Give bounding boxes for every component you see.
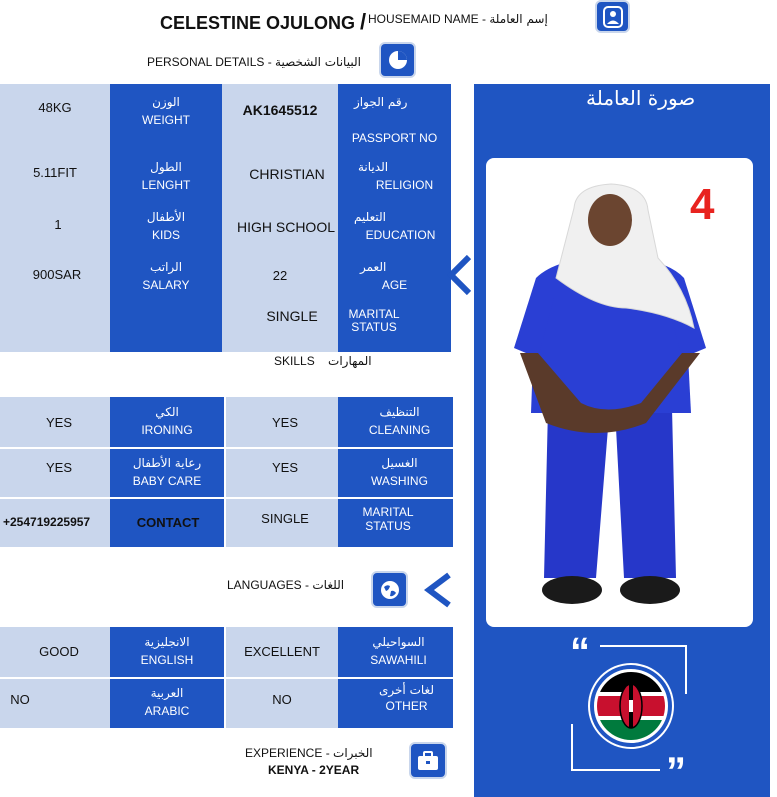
babycare-value: YES [45, 459, 72, 475]
quote-open: “ [570, 630, 590, 674]
arabic-label [110, 685, 224, 719]
user-icon [595, 0, 630, 33]
swahili-label-ar: السواحيلي [372, 635, 425, 649]
name-field-label [368, 12, 548, 26]
babycare-label-en: BABY CARE [132, 474, 202, 489]
kids-label [110, 209, 222, 243]
experience-value: KENYA - 2YEAR [268, 763, 360, 777]
kids-value: 1 [54, 216, 62, 232]
slash-text: / [360, 9, 367, 34]
cleaning-label-ar: التنظيف [379, 405, 420, 419]
salary-label [110, 259, 222, 293]
contact-label: CONTACT [136, 514, 200, 530]
quote-close: ” [666, 750, 686, 794]
kids-label-ar: الأطفال [146, 210, 186, 224]
skills-marital-value: SINGLE [261, 510, 309, 526]
skills-row-divider-1b [110, 447, 453, 449]
chevron-left-icon-2 [423, 572, 453, 608]
passport-label-en: PASSPORT NO [351, 131, 438, 146]
briefcase-icon [409, 742, 447, 779]
religion-label-en: RELIGION [375, 178, 434, 193]
swahili-value: EXCELLENT [244, 643, 320, 659]
skills-marital-label: MARITAL STATUS [362, 505, 414, 534]
other-label-en: OTHER [385, 699, 428, 714]
cleaning-label [342, 404, 457, 438]
skills-ar: المهارات [328, 354, 372, 368]
english-label-ar: الانجليزية [144, 635, 190, 649]
swahili-label-en: SAWAHILI [370, 653, 427, 668]
skills-row-divider-2b [110, 497, 453, 499]
education-label-en: EDUCATION [365, 228, 436, 243]
education-label [338, 209, 451, 243]
photo-title: صورة العاملة [586, 86, 696, 110]
skills-heading [274, 354, 372, 368]
religion-label-ar: الديانة [358, 160, 389, 174]
washing-label-en: WASHING [371, 474, 428, 489]
other-label-ar: لغات أخرى [379, 683, 434, 697]
globe-icon [371, 571, 408, 608]
marital-value: SINGLE [266, 308, 318, 324]
length-label-ar: الطول [150, 160, 182, 174]
arabic-value: NO [10, 691, 30, 707]
age-value: 22 [272, 267, 288, 283]
weight-label-ar: الوزن [152, 95, 180, 109]
education-value: HIGH SCHOOL [236, 219, 335, 235]
swahili-label [342, 634, 455, 668]
age-label [338, 259, 451, 293]
personal-en: PERSONAL DETAILS - [147, 55, 272, 69]
experience-heading [245, 746, 373, 760]
ironing-label-ar: الكي [155, 405, 179, 419]
english-value: GOOD [39, 643, 79, 659]
arabic-label-ar: العربية [150, 686, 184, 700]
weight-label-en: WEIGHT [142, 113, 190, 128]
length-value: 5.11FIT [33, 164, 77, 180]
passport-label [338, 94, 451, 146]
washing-label [342, 455, 457, 489]
languages-row-divider-b [110, 677, 453, 679]
length-label [110, 159, 222, 193]
salary-label-en: SALARY [142, 278, 190, 293]
chevron-left-icon [447, 255, 471, 295]
babycare-label [110, 455, 224, 489]
education-label-ar: التعليم [354, 210, 386, 224]
marital-label: MARITAL STATUS [348, 307, 400, 334]
languages-heading [227, 578, 344, 592]
name-text: CELESTINE OJULONG [160, 13, 356, 33]
arabic-label-en: ARABIC [144, 704, 190, 719]
other-label [350, 683, 463, 714]
salary-label-ar: الراتب [149, 260, 183, 274]
skills-en: SKILLS [274, 354, 315, 368]
cleaning-value: YES [271, 414, 298, 430]
worker-photo [486, 158, 753, 627]
washing-value: YES [271, 459, 298, 475]
kids-label-en: KIDS [151, 228, 180, 243]
experience-ar: الخبرات [333, 746, 373, 760]
babycare-label-ar: رعاية الأطفال [132, 456, 202, 470]
age-label-ar: العمر [360, 260, 387, 274]
religion-label [338, 159, 451, 193]
photo-number: 4 [690, 180, 715, 229]
ironing-value: YES [45, 414, 72, 430]
contact-value: +254719225957 [3, 515, 91, 529]
ironing-label [110, 404, 224, 438]
name-label-ar: إسم العاملة [489, 12, 548, 26]
pie-chart-icon [379, 42, 416, 78]
passport-value: AK1645512 [242, 102, 318, 118]
english-label [110, 634, 224, 668]
religion-value: CHRISTIAN [249, 166, 325, 182]
english-label-en: ENGLISH [140, 653, 194, 668]
name-label-en: HOUSEMAID NAME - [368, 12, 487, 26]
age-label-en: AGE [381, 278, 408, 293]
housemaid-name [160, 9, 366, 35]
personal-details-heading [147, 55, 361, 69]
cleaning-label-en: CLEANING [368, 423, 431, 438]
weight-label [110, 94, 222, 128]
experience-en: EXPERIENCE - [245, 746, 330, 760]
kenya-flag-emblem [587, 662, 675, 750]
length-label-en: LENGHT [141, 178, 191, 193]
ironing-label-en: IRONING [141, 423, 193, 438]
weight-value: 48KG [38, 99, 72, 115]
languages-ar: اللغات [312, 578, 345, 592]
salary-value: 900SAR [32, 266, 82, 282]
personal-ar: البيانات الشخصية [275, 55, 361, 69]
passport-label-ar: رقم الجواز [354, 95, 408, 109]
languages-en: LANGUAGES - [227, 578, 310, 592]
washing-label-ar: الغسيل [381, 456, 418, 470]
other-value: NO [272, 691, 292, 707]
